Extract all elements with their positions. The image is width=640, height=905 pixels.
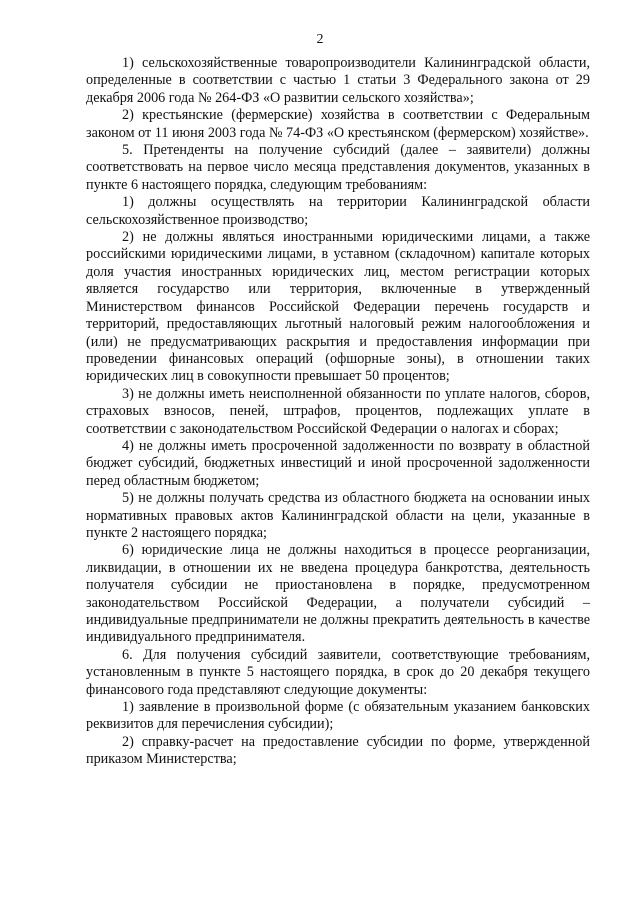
paragraph-requirement-1: 1) должны осуществлять на территории Калининградской области сельскохозяйственное производство;: [86, 194, 590, 228]
paragraph-section-5-requirements: 5. Претенденты на получение субсидий (далее – заявители) должны соответствовать на первое число месяца представления документов, указанных в пункте 6 настоящего порядка, следующим требованиям:: [86, 142, 590, 193]
paragraph-requirement-3: 3) не должны иметь неисполненной обязанности по уплате налогов, сборов, страховых взносов, пеней, штрафов, процентов, подлежащих уплате в соответствии с законодательством Российской Федерации о налогах и сборах;: [86, 385, 590, 437]
paragraph-section-6-documents: 6. Для получения субсидий заявители, соответствующие требованиям, установленным в пункте 5 настоящего порядка, в срок до 20 декабря текущего финансового года представляют следующие документы:: [86, 646, 590, 698]
document-body: [86, 55, 590, 769]
paragraph-requirement-6: 6) юридические лица не должны находиться в процессе реорганизации, ликвидации, в отношении их не введена процедура банкротства, деятельность получателя субсидии не приостановлена в порядке, предусмотренном законодательством Российской Федерации, а получатели субсидий – индивидуальные предприниматели не должны прекратить деятельность в качестве индивидуального предпринимателя.: [86, 542, 590, 646]
paragraph-requirement-2: 2) не должны являться иностранными юридическими лицами, а также российскими юридическими лицами, в уставном (складочном) капитале которых доля участия иностранных юридических лиц, местом регистрации которых является государство или территория, включенные в утвержденный Министерством финансов Российской Федерации перечень государств и территорий, предоставляющих льготный налоговый режим налогообложения и (или) не предусматривающих раскрытия и предоставления информации при проведении финансовых операций (офшорные зоны), в отношении таких юридических лиц в совокупности превышает 50 процентов;: [86, 229, 590, 385]
page-number: 2: [316, 32, 324, 47]
paragraph-document-2: 2) справку-расчет на предоставление субсидии по форме, утвержденной приказом Министерства;: [86, 733, 590, 768]
paragraph-farm-households: 2) крестьянские (фермерские) хозяйства в соответствии с Федеральным законом от 11 июня 2003 года № 74-ФЗ «О крестьянском (фермерском) хозяйстве».: [86, 107, 590, 141]
paragraph-requirement-4: 4) не должны иметь просроченной задолженности по возврату в областной бюджет субсидий, бюджетных инвестиций и иной просроченной задолженности перед областным бюджетом;: [86, 437, 590, 489]
paragraph-document-1: 1) заявление в произвольной форме (с обязательным указанием банковских реквизитов для перечисления субсидии);: [86, 699, 590, 733]
paragraph-producers-definition: 1) сельскохозяйственные товаропроизводители Калининградской области, определенные в соответствии с частью 1 статьи 3 Федерального закона от 29 декабря 2006 года № 264-ФЗ «О развитии сельского хозяйства»;: [86, 55, 590, 106]
paragraph-requirement-5: 5) не должны получать средства из областного бюджета на основании иных нормативных правовых актов Калининградской области на цели, указанные в пункте 2 настоящего порядка;: [86, 490, 590, 541]
